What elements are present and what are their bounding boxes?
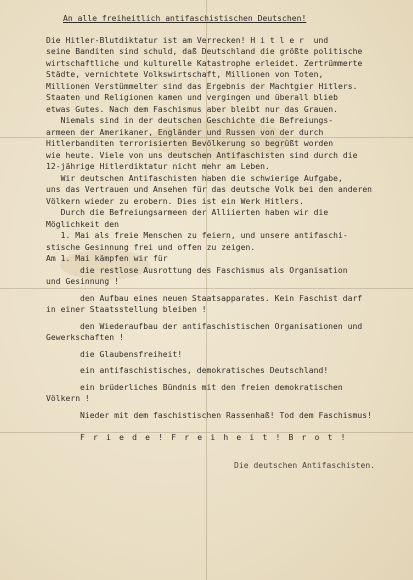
paragraph-line: Städte, vernichtete Volkswirtschaft, Millionen von Toten, <box>46 70 324 79</box>
demand-item <box>46 321 396 344</box>
paragraph-line: uns das Vertrauen und Ansehen für das deutsche Volk bei den anderen <box>46 185 373 194</box>
paragraph <box>46 35 396 116</box>
paragraph-line: etwas Gutes. Nach dem Faschismus aber bleibt nur das Grauen. <box>46 104 338 114</box>
paragraph-line: Völkern wieder zu erobern. Dies ist ein Werk Hitlers. <box>46 196 304 206</box>
paragraph-line: wirtschaftliche und kulturelle Katastrophe erleidet. Zertrümmerte <box>46 58 363 68</box>
signature: Die deutschen Antifaschisten. <box>234 460 376 470</box>
paragraph-line: Niemals sind in der deutschen Geschichte die Befreiungs- <box>46 116 334 125</box>
paragraph <box>46 207 396 230</box>
paragraph-line: Durch die Befreiungsarmeen der Alliierten haben wir die <box>46 208 329 217</box>
paragraph <box>46 173 396 208</box>
demand-item <box>46 349 396 361</box>
paragraphs <box>46 35 396 254</box>
paragraph-line: Millionen Verstümmelter sind das Ergebnis der Machtgier Hitlers. <box>46 81 358 91</box>
paragraph-line: Möglichkeit den <box>46 219 119 229</box>
demand-item <box>46 265 396 288</box>
paragraph-line: 1. Mai als freie Menschen zu feiern, und unsere antifaschi- <box>46 231 348 240</box>
paragraph-line: wie heute. Viele von uns deutschen Antifaschisten sind durch die <box>46 150 358 160</box>
demand-line: ein brüderliches Bündnis mit den freien demokratischen <box>80 382 343 392</box>
document-title: An alle freiheitlich antifaschistischen Deutschen! <box>63 14 307 23</box>
demand-item <box>46 293 396 316</box>
demand-line: Völkern ! <box>46 394 90 403</box>
demand-line: Nieder mit dem faschistischen Rassenhaß! Tod dem Faschismus! <box>80 410 372 420</box>
document-body <box>46 13 396 471</box>
demand-item <box>46 365 396 377</box>
demand-item <box>46 410 396 422</box>
paragraph-line: Wir deutschen Antifaschisten haben die schwierige Aufgabe, <box>46 173 343 183</box>
paragraph <box>46 230 396 253</box>
paragraph-line: armeen der Amerikaner, Engländer und Russen von der durch <box>46 127 324 137</box>
demand-line: den Aufbau eines neuen Staatsapparates. Kein Faschist darf <box>80 293 363 303</box>
demand-line: Gewerkschaften ! <box>46 333 124 342</box>
demand-item <box>46 382 396 405</box>
demand-line: den Wiederaufbau der antifaschistischen Organisationen und <box>80 321 363 331</box>
paragraph-line: seine Banditen sind schuld, daß Deutschland die größte politische <box>46 47 363 56</box>
paragraph-line: 12-jährige Hitlerdiktatur nicht mehr am Leben. <box>46 162 270 171</box>
demand-line: ein antifaschistisches, demokratisches Deutschland! <box>80 366 329 375</box>
demands-list <box>46 265 396 422</box>
demand-line: die Glaubensfreiheit! <box>80 349 183 359</box>
demand-line: in einer Staatsstellung bleiben ! <box>46 305 207 314</box>
demand-line: die restlose Ausrottung des Faschismus als Organisation <box>80 265 348 275</box>
paragraph-line: stische Gesinnung frei und offen zu zeigen. <box>46 242 256 252</box>
demand-line: und Gesinnung ! <box>46 277 119 286</box>
slogan: F r i e d e ! F r e i h e i t ! B r o t ! <box>80 433 348 442</box>
demands-intro: Am 1. Mai kämpfen wir für <box>46 254 168 263</box>
paragraph <box>46 115 396 173</box>
paragraph-line: Staaten und Religionen kamen und vergingen und überall blieb <box>46 93 338 102</box>
paragraph-line: Die Hitler-Blutdiktatur ist am Verrecken! H i t l e r und <box>46 35 329 45</box>
paragraph-line: Hitlerbanditen terrorisierten Bevölkerung so begrüßt worden <box>46 139 334 148</box>
